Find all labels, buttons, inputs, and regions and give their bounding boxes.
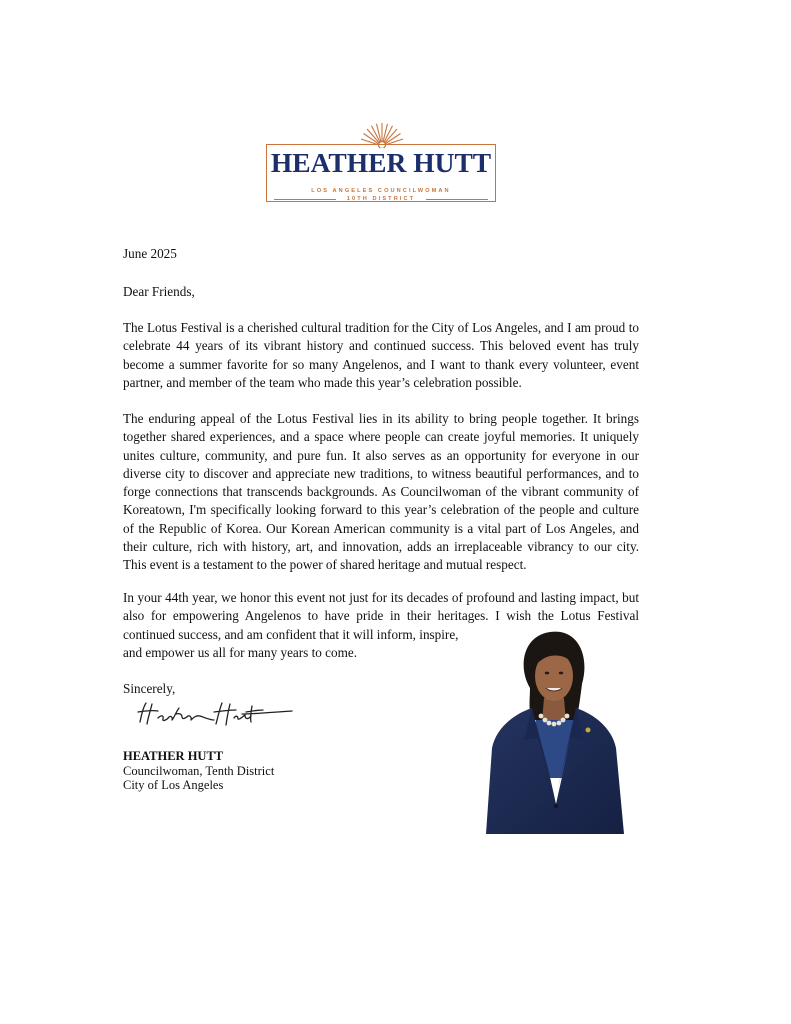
logo-subtitle: LOS ANGELES COUNCILWOMAN (311, 188, 451, 194)
signer-title: Councilwoman, Tenth District (123, 764, 275, 778)
logo-rule-right (426, 199, 488, 200)
letter-paragraph-3-last-line: and empower us all for many years to come. (123, 644, 358, 660)
signer-organization: City of Los Angeles (123, 778, 224, 792)
letter-greeting: Dear Friends, (123, 284, 195, 299)
handwritten-signature (130, 698, 295, 732)
signer-name: HEATHER HUTT (123, 749, 224, 763)
councilwoman-portrait (478, 628, 628, 834)
letter-paragraph-1: The Lotus Festival is a cherished cultural tradition for the City of Los Angeles, and I am proud to celebrate 44 years of its vibrant history and continued success. This beloved event has truly become a summer favorite for so many Angelenos, and I want to thank every volunteer, event partner, and member of the team who made this year’s celebration possible. (123, 320, 639, 390)
letter-paragraph-3-body: In your 44th year, we honor this event not just for its decades of profound and lasting impact, but also for empowering Angelenos to have pride in their heritages. I wish the Lotus Festival continued success, and am confident that it will inform, inspire, (123, 590, 639, 642)
logo-name: HEATHER HUTT (270, 147, 492, 178)
letter-closing: Sincerely, (123, 681, 176, 696)
letterhead-logo (266, 120, 498, 204)
letter-date: June 2025 (123, 246, 177, 261)
letter-paragraph-2: The enduring appeal of the Lotus Festival lies in its ability to bring people together. It brings together shared experiences, and a space where people can create joyful memories. It uniquely unites culture, community, and pure fun. It also serves as an opportunity for everyone in our diverse city to discover and appreciate new traditions, to witness beautiful performances, and to forge connections that transcends backgrounds. As Councilwoman of the vibrant community of Koreatown, I'm specifically looking forward to this year’s celebration of the people and culture of the Republic of Korea. Our Korean American community is a vital part of Los Angeles, and their culture, rich with history, art, and innovation, adds an irreplaceable vibrancy to our city. This event is a testament to the power of shared heritage and mutual respect. (123, 411, 639, 573)
logo-district: 10TH DISTRICT (346, 196, 416, 202)
